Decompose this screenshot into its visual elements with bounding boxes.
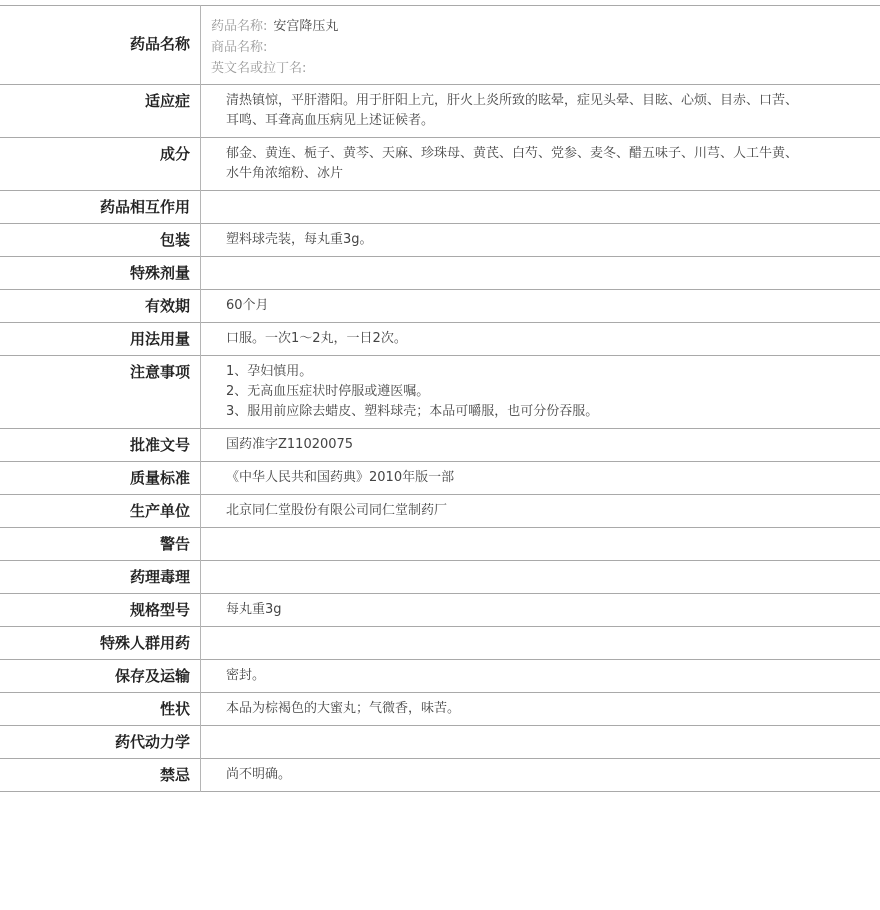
drug-info-table bbox=[0, 5, 880, 792]
contraindications-value: 尚不明确。 bbox=[226, 767, 292, 782]
indications-label: 适应症 bbox=[0, 85, 201, 138]
indications-value: 清热镇惊，平肝潜阳。用于肝阳上亢，肝火上炎所致的眩晕，症见头晕、目眩、心烦、目赤、口苦、耳鸣、耳聋高血压病见上述证候者。 bbox=[226, 93, 799, 128]
row-usage bbox=[0, 323, 880, 356]
usage-label: 用法用量 bbox=[0, 323, 201, 356]
storage-value: 密封。 bbox=[226, 668, 266, 683]
storage-label: 保存及运输 bbox=[0, 660, 201, 693]
ingredients-value: 郁金、黄连、栀子、黄芩、天麻、珍珠母、黄芪、白芍、党参、麦冬、醋五味子、川芎、人工牛黄、水牛角浓缩粉、冰片 bbox=[226, 146, 799, 181]
row-approval bbox=[0, 429, 880, 462]
interactions-label: 药品相互作用 bbox=[0, 191, 201, 224]
row-warning bbox=[0, 528, 880, 561]
warning-label: 警告 bbox=[0, 528, 201, 561]
row-shelf-life bbox=[0, 290, 880, 323]
row-precautions bbox=[0, 356, 880, 429]
special-dosage-value bbox=[201, 257, 880, 290]
row-specification bbox=[0, 594, 880, 627]
appearance-value: 本品为棕褐色的大蜜丸；气微香，味苦。 bbox=[226, 701, 461, 716]
usage-value: 口服。一次1～2丸，一日2次。 bbox=[226, 331, 407, 346]
manufacturer-value: 北京同仁堂股份有限公司同仁堂制药厂 bbox=[226, 503, 448, 518]
approval-value: 国药准字Z11020075 bbox=[226, 437, 354, 452]
precautions-label: 注意事项 bbox=[0, 356, 201, 429]
approval-label: 批准文号 bbox=[0, 429, 201, 462]
row-pharmacokinetics bbox=[0, 726, 880, 759]
generic-name-label: 药品名称: bbox=[211, 19, 268, 34]
row-pharmacology bbox=[0, 561, 880, 594]
standard-label: 质量标准 bbox=[0, 462, 201, 495]
precaution-line: 1、孕妇慎用。 bbox=[226, 364, 313, 379]
row-manufacturer bbox=[0, 495, 880, 528]
trade-name-label: 商品名称: bbox=[211, 40, 268, 55]
row-ingredients bbox=[0, 138, 880, 191]
special-population-label: 特殊人群用药 bbox=[0, 627, 201, 660]
manufacturer-label: 生产单位 bbox=[0, 495, 201, 528]
shelf-life-label: 有效期 bbox=[0, 290, 201, 323]
appearance-label: 性状 bbox=[0, 693, 201, 726]
interactions-value bbox=[201, 191, 880, 224]
ingredients-label: 成分 bbox=[0, 138, 201, 191]
warning-value bbox=[201, 528, 880, 561]
specification-label: 规格型号 bbox=[0, 594, 201, 627]
specification-value: 每丸重3g bbox=[226, 602, 282, 617]
row-special-dosage bbox=[0, 257, 880, 290]
special-population-value bbox=[201, 627, 880, 660]
shelf-life-value: 60个月 bbox=[226, 298, 269, 313]
row-contraindications bbox=[0, 759, 880, 792]
english-name-label: 英文名或拉丁名: bbox=[211, 61, 307, 76]
generic-name-value: 安宫降压丸 bbox=[273, 19, 339, 34]
drug-name-cell bbox=[201, 6, 880, 85]
row-drug-name bbox=[0, 6, 880, 85]
packaging-label: 包装 bbox=[0, 224, 201, 257]
generic-name-line bbox=[211, 16, 800, 37]
row-storage bbox=[0, 660, 880, 693]
standard-value: 《中华人民共和国药典》2010年版一部 bbox=[226, 470, 455, 485]
row-standard bbox=[0, 462, 880, 495]
packaging-value: 塑料球壳装，每丸重3g。 bbox=[226, 232, 373, 247]
precaution-line: 2、无高血压症状时停服或遵医嘱。 bbox=[226, 384, 430, 399]
english-name-line bbox=[211, 58, 800, 79]
pharmacokinetics-value bbox=[201, 726, 880, 759]
precaution-line: 3、服用前应除去蜡皮、塑料球壳；本品可嚼服，也可分份吞服。 bbox=[226, 404, 599, 419]
pharmacology-value bbox=[201, 561, 880, 594]
row-special-population bbox=[0, 627, 880, 660]
row-indications bbox=[0, 85, 880, 138]
precautions-value bbox=[201, 356, 880, 429]
contraindications-label: 禁忌 bbox=[0, 759, 201, 792]
row-appearance bbox=[0, 693, 880, 726]
row-interactions bbox=[0, 191, 880, 224]
pharmacokinetics-label: 药代动力学 bbox=[0, 726, 201, 759]
drug-name-label: 药品名称 bbox=[0, 6, 201, 85]
special-dosage-label: 特殊剂量 bbox=[0, 257, 201, 290]
pharmacology-label: 药理毒理 bbox=[0, 561, 201, 594]
trade-name-line bbox=[211, 37, 800, 58]
row-packaging bbox=[0, 224, 880, 257]
